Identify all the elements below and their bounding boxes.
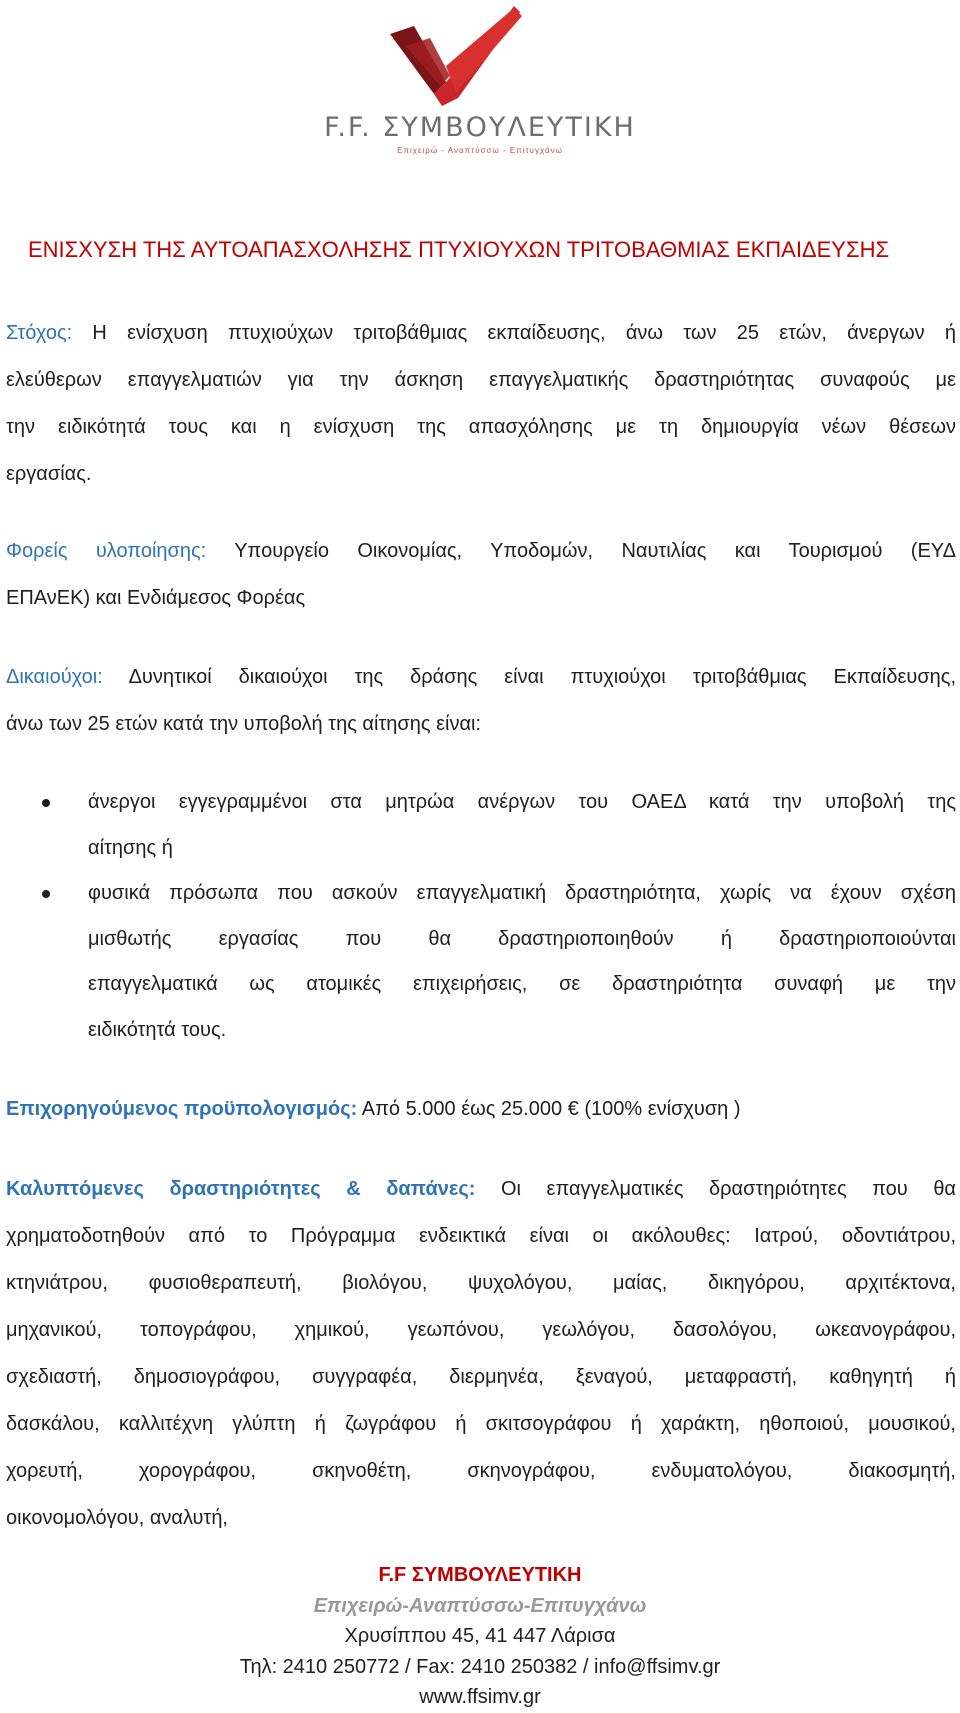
list-item (0, 871, 956, 1053)
activities-text-line: μηχανικού, τοπογράφου, χημικού, γεωπόνου, γεωλόγου, δασολόγου, ωκεανογράφου, (6, 1319, 956, 1341)
implementers-text-line: Υπουργείο Οικονομίας, Υποδομών, Ναυτιλίας και Τουρισμού (ΕΥΔ (206, 540, 956, 562)
activities-text-line: Οι επαγγελματικές δραστηριότητες που θα (475, 1178, 956, 1200)
activities-label: Καλυπτόμενες δραστηριότητες & δαπάνες: (6, 1178, 476, 1200)
activities-text-line: οικονομολόγου, αναλυτή, (6, 1507, 228, 1529)
list-item-line: επαγγελματικά ως ατομικές επιχειρήσεις, σε δραστηριότητα συναφή με την (88, 973, 956, 995)
beneficiaries-list (0, 780, 960, 1053)
footer-address: Χρυσίππου 45, 41 447 Λάρισα (344, 1625, 616, 1647)
budget-section (6, 1086, 956, 1133)
list-item-line: φυσικά πρόσωπα που ασκούν επαγγελματική δραστηριότητα, χωρίς να έχουν σχέση (88, 882, 956, 904)
footer-brand: F.F ΣΥΜΒΟΥΛΕΥΤΙΚΗ (378, 1564, 582, 1586)
goal-section (6, 310, 956, 498)
beneficiaries-text-line: Δυνητικοί δικαιούχοι της δράσης είναι πτυχιούχοι τριτοβάθμιας Εκπαίδευσης, (102, 666, 956, 688)
footer-website-link[interactable]: www.ffsimv.gr (419, 1686, 541, 1708)
implementers-text-line: ΕΠΑνΕΚ) και Ενδιάμεσος Φορέας (6, 587, 306, 609)
goal-text-line: την ειδικότητά τους και η ενίσχυση της απασχόλησης με τη δημιουργία νέων θέσεων (6, 416, 956, 438)
page-footer (0, 1560, 960, 1713)
beneficiaries-section (6, 654, 956, 748)
list-item-line: άνεργοι εγγεγραμμένοι στα μητρώα ανέργων του ΟΑΕΔ κατά την υποβολή της (88, 791, 956, 813)
bullet-icon (42, 799, 50, 807)
goal-text-line: ελεύθερων επαγγελματιών για την άσκηση επαγγελματικής δραστηριότητας συναφούς με (6, 369, 956, 391)
list-item-line: μισθωτής εργασίας που θα δραστηριοποιηθούν ή δραστηριοποιούνται (88, 927, 956, 950)
goal-text-line: Η ενίσχυση πτυχιούχων τριτοβάθμιας εκπαίδευσης, άνω των 25 ετών, άνεργων ή (72, 322, 956, 344)
activities-text-line: κτηνιάτρου, φυσιοθεραπευτή, βιολόγου, ψυχολόγου, μαίας, δικηγόρου, αρχιτέκτονα, (6, 1272, 956, 1294)
list-item-line: αίτησης ή (88, 836, 173, 859)
checkmark-logo-icon (318, 6, 642, 116)
goal-label: Στόχος: (6, 322, 73, 344)
beneficiaries-text-line: άνω των 25 ετών κατά την υποβολή της αίτησης είναι: (6, 713, 481, 735)
footer-tagline: Επιχειρώ-Αναπτύσσω-Επιτυγχάνω (313, 1594, 647, 1617)
activities-text-line: χρηματοδοτηθούν από το Πρόγραμμα ενδεικτικά είναι οι ακόλουθες: Ιατρού, οδοντιάτρου, (6, 1225, 956, 1247)
bullet-icon (42, 890, 50, 898)
beneficiaries-label: Δικαιούχοι: (6, 666, 103, 688)
budget-label: Επιχορηγούμενος προϋπολογισμός: (6, 1098, 358, 1120)
footer-contact: Τηλ: 2410 250772 / Fax: 2410 250382 / info@ffsimv.gr (239, 1655, 721, 1678)
list-item (0, 780, 956, 871)
implementers-section (6, 528, 956, 622)
company-logo (318, 6, 642, 154)
activities-text-line: σχεδιαστή, δημοσιογράφου, συγγραφέα, διερμηνέα, ξεναγού, μεταφραστή, καθηγητή ή (6, 1366, 956, 1388)
budget-text: Από 5.000 έως 25.000 € (100% ενίσχυση ) (357, 1098, 741, 1120)
logo-company-name: F.F. ΣΥΜΒΟΥΛΕΥΤΙΚΗ (324, 112, 636, 143)
activities-text-line: δασκάλου, καλλιτέχνη γλύπτη ή ζωγράφου ή σκιτσογράφου ή χαράκτη, ηθοποιού, μουσικού, (6, 1413, 956, 1435)
list-item-line: ειδικότητά τους. (88, 1018, 227, 1041)
document-title: ΕΝΙΣΧΥΣΗ ΤΗΣ ΑΥΤΟΑΠΑΣΧΟΛΗΣΗΣ ΠΤΥΧΙΟΥΧΩΝ ΤΡΙΤΟΒΑΘΜΙΑΣ ΕΚΠΑΙΔΕΥΣΗΣ (28, 237, 890, 262)
activities-section (6, 1166, 956, 1542)
activities-text-line: χορευτή, χορογράφου, σκηνοθέτη, σκηνογράφου, ενδυματολόγου, διακοσμητή, (6, 1460, 956, 1482)
goal-text-line: εργασίας. (6, 463, 92, 485)
implementers-label: Φορείς υλοποίησης: (6, 540, 207, 562)
logo-tagline: Επιχειρώ - Αναπτύσσω - Επιτυγχάνω (397, 146, 563, 155)
